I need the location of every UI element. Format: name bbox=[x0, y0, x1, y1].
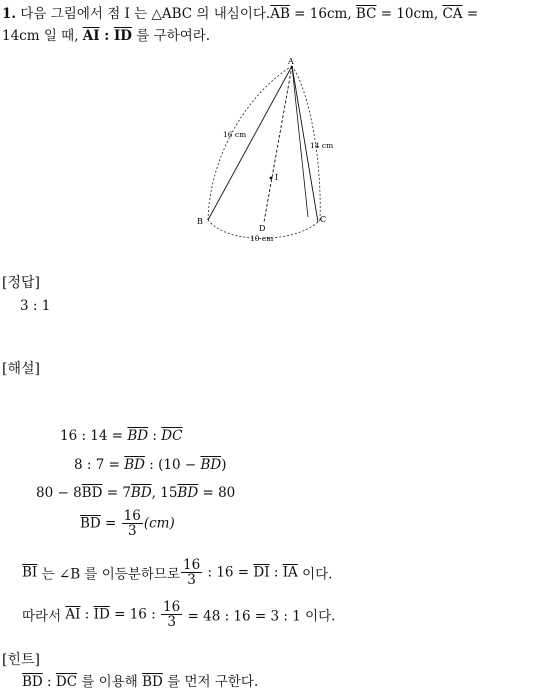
label-ab-length: 16 cm bbox=[223, 130, 247, 139]
fraction-16-3 bbox=[161, 600, 182, 629]
ratio-colon: : bbox=[99, 28, 114, 44]
label-i: I bbox=[275, 173, 279, 182]
label-a: A bbox=[288, 57, 294, 66]
seg-bd: $\overline{BD}$ bbox=[177, 485, 199, 501]
numerator: 16 bbox=[183, 557, 201, 573]
eq1-lhs: 16 : 14 = bbox=[60, 428, 128, 444]
equation-1 bbox=[60, 428, 182, 444]
equation-2 bbox=[74, 457, 226, 473]
fraction-16-3 bbox=[181, 558, 202, 587]
numerator: 16 bbox=[123, 508, 141, 524]
label-c: C bbox=[320, 215, 327, 224]
problem-number: 1. bbox=[2, 6, 17, 22]
problem-text-3: 를 구하여라. bbox=[132, 28, 211, 44]
hint-colon: : bbox=[42, 674, 56, 690]
seg-bi: $\overline{BI}$ bbox=[22, 564, 38, 581]
seg-ab: $\overline{AB}$ bbox=[270, 6, 290, 22]
solution-heading: [해설] bbox=[2, 361, 40, 377]
hint-text-1: 를 이용해 bbox=[77, 674, 143, 690]
given-ca: = bbox=[462, 6, 479, 22]
fraction-16-3 bbox=[122, 509, 143, 538]
eq3-c: , 15 bbox=[151, 485, 178, 501]
seg-ia: $\overline{IA}$ bbox=[282, 564, 298, 581]
label-bc-length: 10 cm bbox=[250, 234, 274, 243]
equation-4 bbox=[80, 509, 175, 538]
segment-a-cc bbox=[292, 66, 308, 217]
line6-colon: : bbox=[80, 606, 94, 623]
seg-dc: $\overline{DC}$ bbox=[161, 428, 183, 444]
problem-text: 다음 그림에서 점 I 는 △ABC 의 내심이다. bbox=[20, 6, 271, 22]
denominator: 3 bbox=[167, 614, 176, 631]
seg-bd: $\overline{BD}$ bbox=[127, 428, 149, 444]
eq3-a: 80 − 8 bbox=[36, 485, 82, 501]
seg-bd: $\overline{BD}$ bbox=[130, 485, 152, 501]
line6-text-0: 따라서 bbox=[22, 608, 66, 625]
line5-text-1: 는 ∠B 를 이등분하므로 bbox=[37, 566, 180, 583]
answer-heading: [정답] bbox=[2, 275, 40, 291]
seg-bd: $\overline{BD}$ bbox=[200, 457, 222, 473]
answer-value: 3 : 1 bbox=[20, 298, 51, 314]
label-b: B bbox=[197, 217, 203, 226]
line5-colon: : bbox=[269, 564, 283, 581]
hint-heading: [힌트] bbox=[2, 652, 40, 668]
eq2-end: ) bbox=[221, 457, 227, 473]
hint-text-2: 를 먼저 구한다. bbox=[162, 674, 259, 690]
eq3-b: = 7 bbox=[102, 485, 131, 501]
eq1-colon: : bbox=[148, 428, 162, 444]
given-ab: = 16cm, bbox=[289, 6, 356, 22]
eq4-unit: (cm) bbox=[143, 515, 175, 532]
line5-text-2: : 16 = bbox=[203, 564, 254, 581]
seg-bd: $\overline{BD}$ bbox=[81, 485, 103, 501]
seg-bd: $\overline{BD}$ bbox=[124, 457, 145, 473]
solution-line-5 bbox=[22, 558, 332, 587]
eq3-d: = 80 bbox=[198, 485, 236, 501]
label-d: D bbox=[259, 224, 266, 233]
given-bc: = 10cm, bbox=[376, 6, 443, 22]
seg-ai: $\overline{AI}$ bbox=[65, 606, 81, 623]
seg-id: $\overline{ID}$ bbox=[93, 606, 110, 623]
line6-text-2: = 16 : bbox=[109, 606, 161, 623]
problem-text-2: 14cm 일 때, bbox=[2, 28, 83, 44]
equation-3 bbox=[36, 485, 235, 501]
seg-ca: $\overline{CA}$ bbox=[442, 6, 463, 22]
point-i bbox=[270, 177, 273, 180]
seg-id: $\overline{ID}$ bbox=[113, 28, 133, 44]
seg-di: $\overline{DI}$ bbox=[253, 564, 270, 581]
numerator: 16 bbox=[163, 599, 181, 615]
problem-line-2 bbox=[2, 24, 210, 44]
problem-line-1 bbox=[2, 2, 478, 22]
line5-text-3: 이다. bbox=[297, 566, 333, 583]
seg-dc: $\overline{DC}$ bbox=[55, 674, 78, 690]
triangle-figure bbox=[190, 52, 350, 247]
denominator: 3 bbox=[127, 523, 137, 540]
solution-line-6 bbox=[22, 600, 335, 629]
denominator: 3 bbox=[187, 572, 196, 589]
hint-text bbox=[22, 670, 258, 690]
seg-bd: $\overline{BD}$ bbox=[22, 674, 43, 690]
line6-text-3: = 48 : 16 = 3 : 1 이다. bbox=[183, 608, 336, 625]
eq2-lhs: 8 : 7 = bbox=[74, 457, 125, 473]
label-ca-length: 14 cm bbox=[310, 141, 334, 150]
segment-a-b bbox=[208, 66, 292, 220]
seg-bd: $\overline{BD}$ bbox=[142, 674, 163, 690]
segment-a-d bbox=[264, 66, 292, 222]
eq2-mid: : (10 − bbox=[144, 457, 201, 473]
seg-bc: $\overline{BC}$ bbox=[355, 6, 377, 22]
seg-ai: $\overline{AI}$ bbox=[82, 28, 100, 44]
eq4-equals: = bbox=[100, 515, 121, 532]
seg-bd: $\overline{BD}$ bbox=[80, 515, 101, 532]
